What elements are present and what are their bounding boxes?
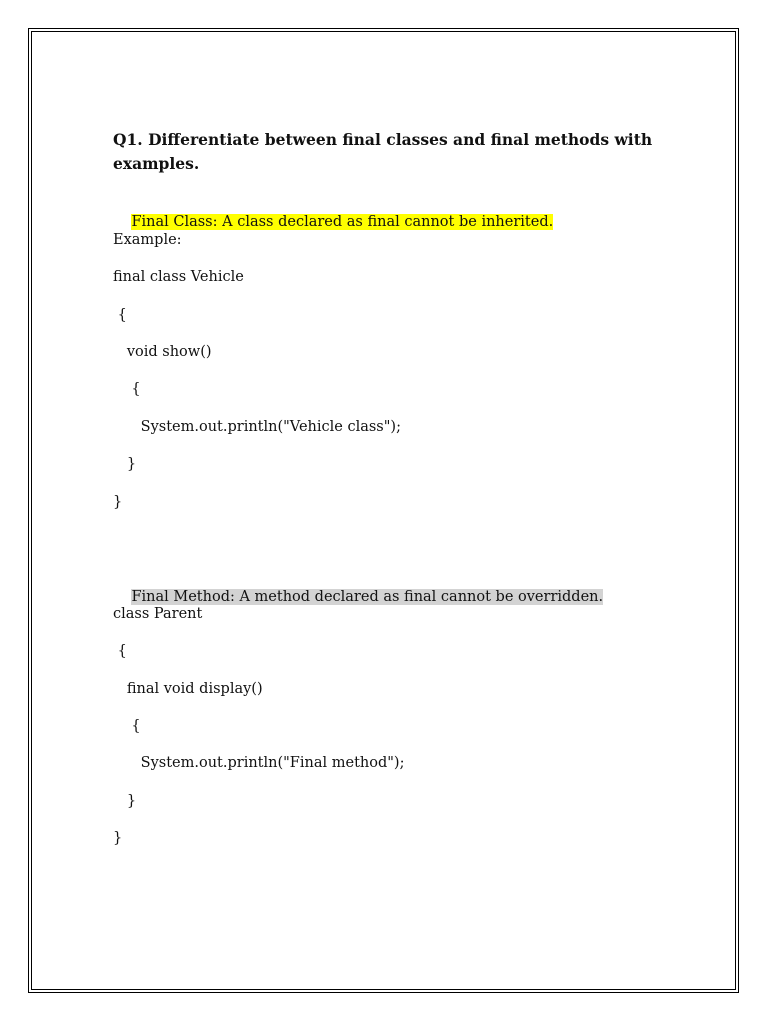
code-line: }: [113, 830, 123, 846]
code-line: void show(): [113, 344, 212, 360]
code-line: }: [113, 494, 123, 510]
code-line: {: [113, 718, 141, 734]
code-line: }: [113, 793, 137, 809]
code-line: System.out.println("Final method");: [113, 755, 405, 771]
code-line: class Parent: [113, 606, 203, 622]
question-heading: Q1. Differentiate between final classes and final methods with examples.: [113, 130, 653, 173]
code-line: final class Vehicle: [113, 269, 244, 285]
code-line: {: [113, 307, 127, 323]
example-label: Example:: [113, 232, 182, 248]
code-line: }: [113, 456, 137, 472]
code-line: System.out.println("Vehicle class");: [113, 419, 401, 435]
code-line: {: [113, 381, 141, 397]
final-method-definition-text: Final Method: A method declared as final cannot be overridden.: [131, 589, 604, 605]
document-body: [113, 128, 673, 846]
code-line: {: [113, 643, 127, 659]
code-line: final void display(): [113, 681, 263, 697]
final-class-definition-text: Final Class: A class declared as final cannot be inherited.: [131, 214, 554, 230]
